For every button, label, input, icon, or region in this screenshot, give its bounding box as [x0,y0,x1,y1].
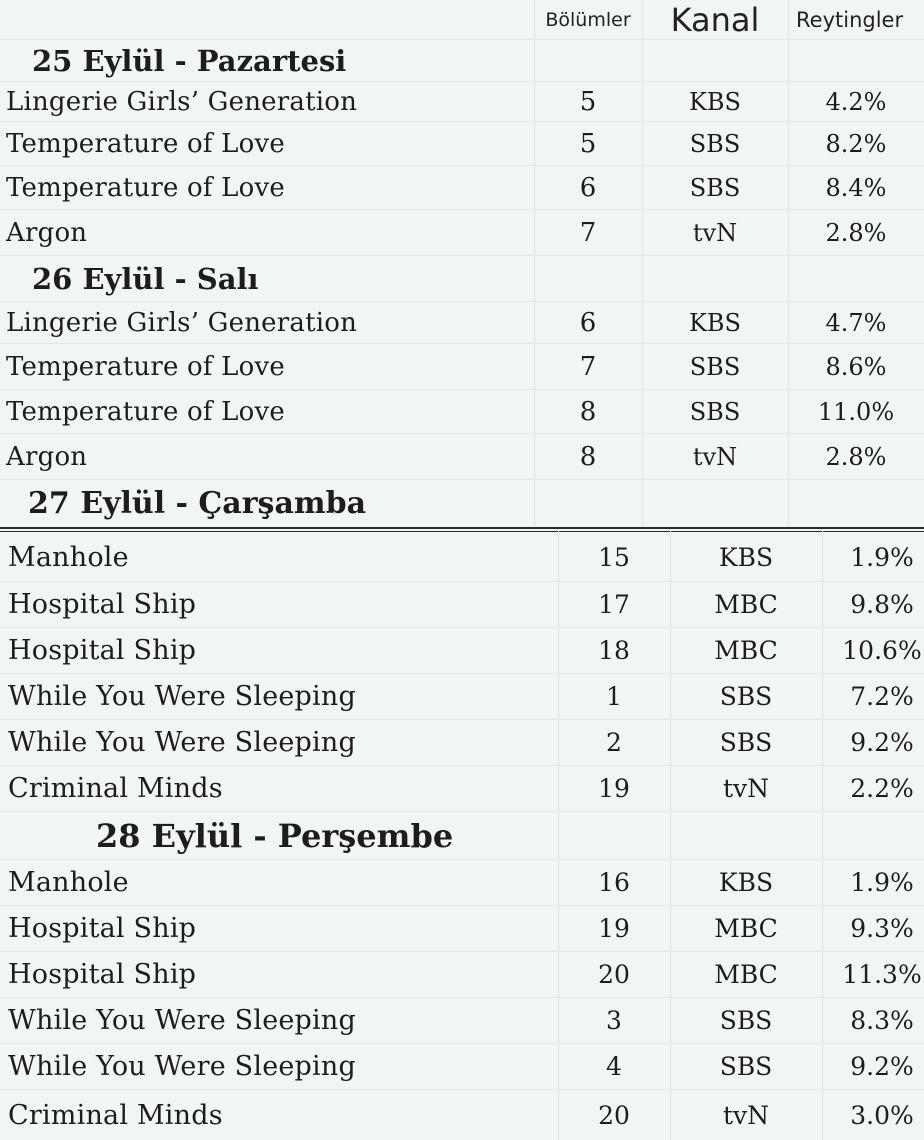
show-name: Argon [6,217,88,248]
episode-number: 17 [598,590,630,619]
show-name: While You Were Sleeping [8,681,356,712]
day-title: 26 Eylül - Salı [32,261,259,296]
table-row [0,582,924,628]
channel-name: MBC [714,636,778,665]
episode-number: 1 [606,682,622,711]
show-name: Temperature of Love [6,128,285,159]
rating-value: 1.9% [850,868,914,897]
episode-number: 5 [579,128,597,159]
episode-number: 7 [579,217,597,248]
table-row [0,1090,924,1140]
table-row [0,210,924,256]
channel-name: SBS [719,728,773,757]
rating-value: 7.2% [850,682,914,711]
episode-number: 5 [579,86,597,117]
channel-name: SBS [719,1006,773,1035]
episode-number: 15 [598,543,630,572]
rating-value: 4.2% [825,87,887,116]
table-row [0,766,924,812]
episode-number: 19 [598,774,630,803]
show-name: Manhole [8,542,129,573]
rating-value: 9.3% [850,914,914,943]
channel-name: KBS [718,543,774,572]
channel-name: KBS [718,868,774,897]
show-name: While You Were Sleeping [8,727,356,758]
rating-value: 9.2% [850,1052,914,1081]
channel-name: SBS [689,397,741,426]
table-row [0,534,924,582]
rating-value: 8.2% [825,129,887,158]
episode-number: 20 [598,1100,630,1130]
show-name: While You Were Sleeping [8,1005,356,1036]
show-name: Hospital Ship [8,913,197,944]
episode-number: 18 [598,636,630,665]
channel-name: KBS [688,87,741,116]
rating-value: 8.6% [825,352,887,381]
rating-value: 3.0% [850,1100,914,1130]
show-name: Argon [6,441,88,472]
channel-name: MBC [714,914,778,943]
show-name: Hospital Ship [8,589,197,620]
show-name: Criminal Minds [8,1099,223,1131]
ratings-table-lower [0,530,924,1140]
header-row [0,0,924,40]
channel-name: SBS [689,352,741,381]
show-name: Manhole [8,867,129,898]
table-row [0,166,924,210]
day-title-row [0,40,924,82]
channel-name: MBC [714,590,778,619]
episodes-header: Bölümler [545,8,631,31]
show-name: Temperature of Love [6,351,285,382]
day-title-row [0,480,924,527]
show-name: Temperature of Love [6,172,285,203]
day-title-row [0,256,924,302]
rating-value: 2.2% [850,774,914,803]
rating-value: 4.7% [825,308,887,337]
episode-number: 6 [579,172,597,203]
episode-number: 7 [579,351,597,382]
rating-value: 11.3% [842,960,922,989]
table-row [0,860,924,906]
rating-value: 9.2% [850,728,914,757]
table-row [0,1044,924,1090]
channel-name: SBS [719,1052,773,1081]
rating-value: 2.8% [825,218,887,247]
table-row [0,628,924,674]
episode-number: 8 [579,396,597,427]
show-name: While You Were Sleeping [8,1051,356,1082]
episode-number: 3 [606,1006,622,1035]
show-name: Temperature of Love [6,396,285,427]
channel-name: SBS [689,173,741,202]
rating-value: 11.0% [817,397,895,426]
table-row [0,998,924,1044]
episode-number: 8 [579,441,597,472]
table-row [0,344,924,390]
day-title: 25 Eylül - Pazartesi [32,43,347,78]
episode-number: 20 [598,960,630,989]
day-title: 28 Eylül - Perşembe [96,816,454,855]
channel-name: SBS [719,682,773,711]
table-row [0,390,924,434]
ratings-header: Reytingler [796,7,904,32]
rating-value: 9.8% [850,590,914,619]
ratings-table-upper [0,0,924,528]
channel-name: tvN [692,442,738,471]
table-row [0,302,924,344]
show-name: Lingerie Girls’ Generation [6,86,358,117]
channel-header: Kanal [670,0,760,39]
channel-name: tvN [692,218,738,247]
table-row [0,906,924,952]
channel-name: SBS [689,129,741,158]
show-name: Hospital Ship [8,635,197,666]
rating-value: 10.6% [842,636,922,665]
show-name: Criminal Minds [8,773,223,804]
episode-number: 4 [606,1052,622,1081]
channel-name: KBS [688,308,741,337]
channel-name: MBC [714,960,778,989]
rating-value: 8.3% [850,1006,914,1035]
table-row [0,434,924,480]
show-name: Lingerie Girls’ Generation [6,307,358,338]
day-title: 27 Eylül - Çarşamba [28,486,367,521]
episode-number: 19 [598,914,630,943]
table-row [0,952,924,998]
episode-number: 16 [598,868,630,897]
table-row [0,122,924,166]
table-row [0,720,924,766]
channel-name: tvN [722,774,770,803]
rating-value: 2.8% [825,442,887,471]
episode-number: 6 [579,307,597,338]
rating-value: 1.9% [850,543,914,572]
rating-value: 8.4% [825,173,887,202]
day-title-row [0,812,924,860]
episode-number: 2 [606,728,622,757]
show-name: Hospital Ship [8,959,197,990]
table-row [0,674,924,720]
channel-name: tvN [722,1100,770,1130]
table-row [0,82,924,122]
